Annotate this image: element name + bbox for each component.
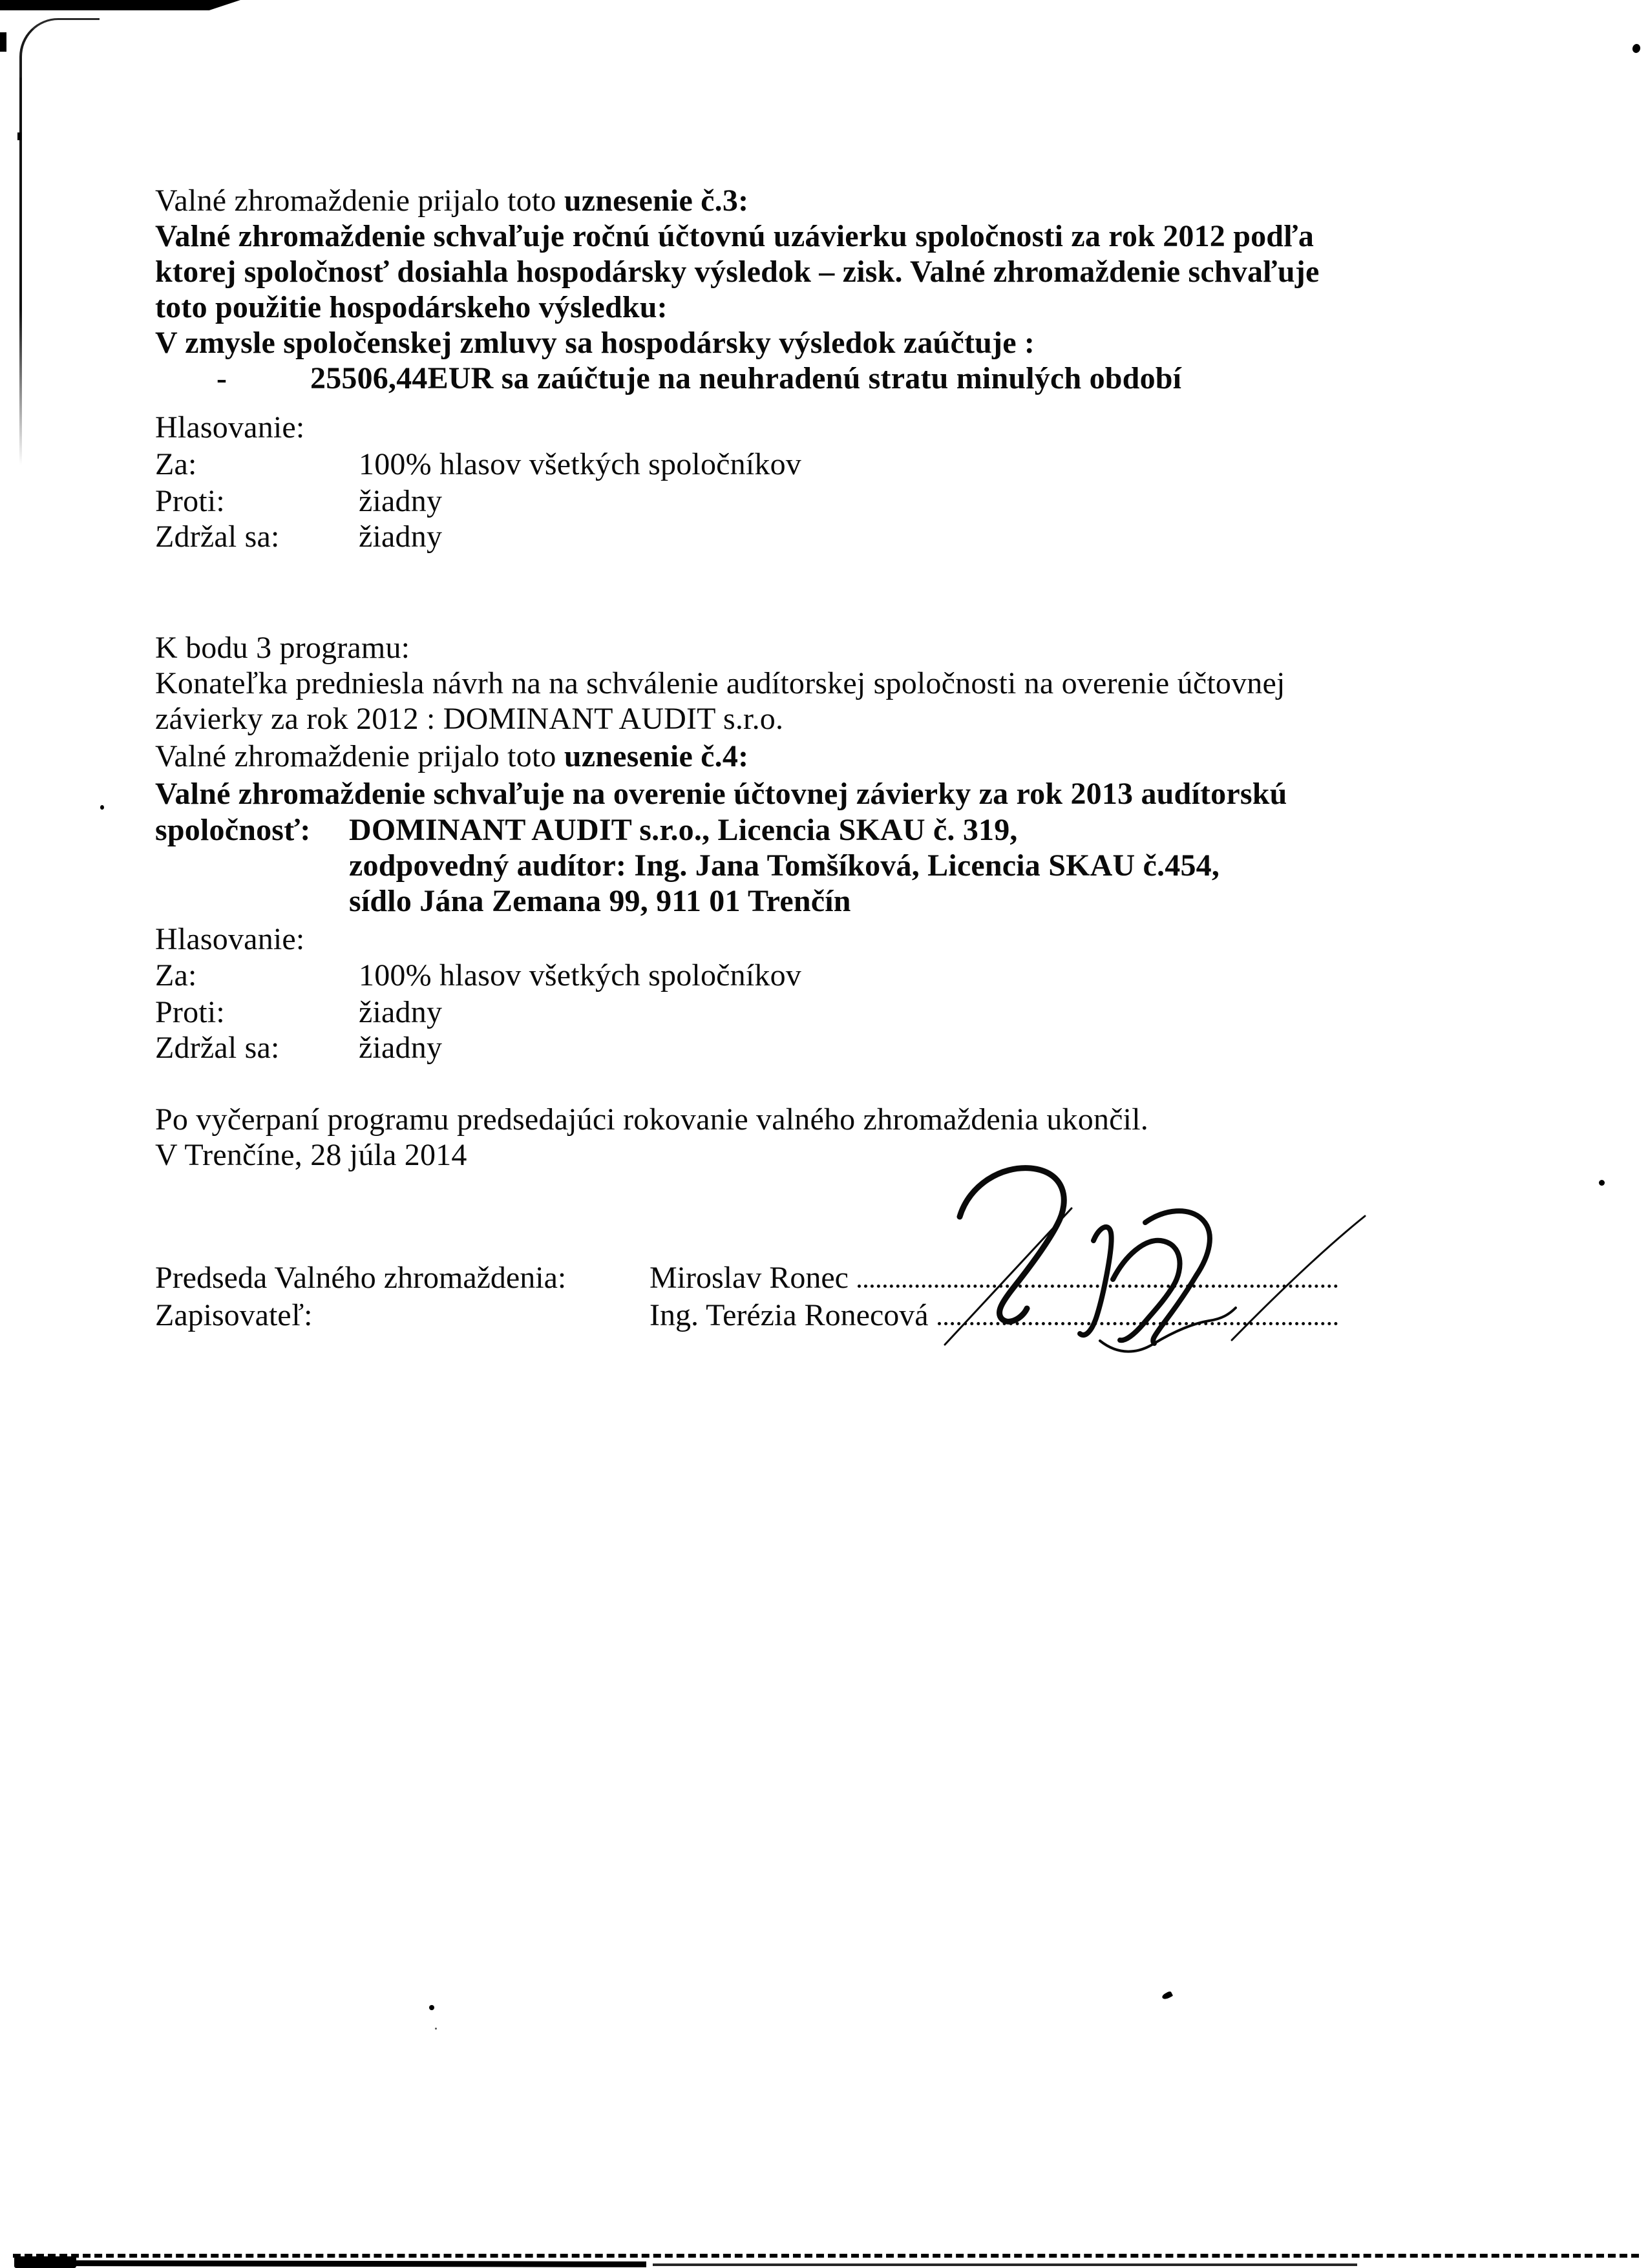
closing-date-line: V Trenčíne, 28 júla 2014 [155, 1138, 467, 1172]
resolution3-bullet-text: 25506,44EUR sa zaúčtuje na neuhradenú stratu minulých období [310, 361, 1182, 395]
resolution3-intro-text: Valné zhromaždenie prijalo toto [155, 184, 564, 218]
ink-speck [1161, 1991, 1173, 2000]
voting-row [155, 483, 442, 519]
resolution4-auditor-line: zodpovedný audítor: Ing. Jana Tomšíková, Licencia SKAU č.454, [349, 848, 1220, 883]
resolution4-number: uznesenie č.4: [564, 739, 749, 773]
voting-label: Proti: [155, 484, 225, 518]
bullet-dash: - [217, 361, 227, 395]
voting-row [155, 1030, 442, 1066]
voting-label: Za: [155, 447, 197, 481]
agenda3-heading: K bodu 3 programu: [155, 631, 410, 665]
resolution4-company-value: DOMINANT AUDIT s.r.o., Licencia SKAU č. 319, [349, 813, 1018, 847]
scan-artifact-left-tick [17, 132, 21, 140]
signature-name: Ing. Terézia Ronecová [650, 1298, 929, 1332]
resolution4-intro-line [155, 739, 748, 774]
resolution3-body-line: toto použitie hospodárskeho výsledku: [155, 290, 668, 324]
resolution3-number: uznesenie č.3: [564, 184, 749, 218]
voting-row [155, 446, 801, 482]
voting-label: Za: [155, 958, 197, 992]
ink-speck [1599, 1180, 1605, 1186]
voting-row [155, 958, 801, 993]
agenda3-text-line: závierky za rok 2012 : DOMINANT AUDIT s.r.o. [155, 702, 784, 736]
resolution3-bullet-line [155, 361, 1181, 396]
voting-label: Zdržal sa: [155, 520, 280, 554]
ink-speck [429, 2005, 434, 2010]
resolution4-address-line: sídlo Jána Zemana 99, 911 01 Trenčín [349, 884, 851, 918]
closing-line: Po vyčerpaní programu predsedajúci rokovanie valného zhromaždenia ukončil. [155, 1102, 1148, 1137]
scan-artifact-bottom-streak [653, 2263, 1357, 2266]
resolution3-body-line: Valné zhromaždenie schvaľuje ročnú účtovnú uzávierku spoločnosti za rok 2012 podľa [155, 219, 1315, 253]
voting-label: Proti: [155, 995, 225, 1029]
handwritten-signature-scribble [905, 1149, 1377, 1362]
voting-title: Hlasovanie: [155, 922, 305, 956]
voting-value: žiadny [359, 1031, 443, 1065]
voting-value: 100% hlasov všetkých spoločníkov [359, 447, 801, 481]
voting-value: 100% hlasov všetkých spoločníkov [359, 958, 801, 992]
ink-speck [435, 2028, 437, 2030]
resolution3-intro-line [155, 183, 748, 218]
ink-speck [100, 805, 104, 810]
signature-role: Predseda Valného zhromaždenia: [155, 1261, 567, 1295]
voting-row [155, 994, 442, 1030]
agenda3-text-line: Konateľka predniesla návrh na na schválenie audítorskej spoločnosti na overenie účtovnej [155, 666, 1285, 700]
voting-value: žiadny [359, 520, 443, 554]
voting-value: žiadny [359, 484, 443, 518]
ink-speck [1631, 43, 1641, 54]
voting-label: Zdržal sa: [155, 1031, 280, 1065]
scan-artifact-top-band [0, 0, 240, 10]
resolution4-body-line: Valné zhromaždenie schvaľuje na overenie účtovnej závierky za rok 2013 audítorskú [155, 777, 1287, 811]
resolution4-company-label: spoločnosť: [155, 813, 311, 847]
scan-artifact-left-tick [0, 32, 6, 52]
signature-name: Miroslav Ronec [650, 1261, 849, 1295]
resolution3-body-line: ktorej spoločnosť dosiahla hospodársky výsledok – zisk. Valné zhromaždenie schvaľuje [155, 255, 1320, 289]
resolution3-clause-line: V zmysle spoločenskej zmluvy sa hospodársky výsledok zaúčtuje : [155, 326, 1035, 360]
scan-artifact-bottom-blob [14, 2256, 76, 2268]
scan-artifact-bottom-streak [74, 2260, 646, 2267]
scan-artifact-bottom-dashed-line [13, 2254, 1639, 2258]
voting-title: Hlasovanie: [155, 410, 305, 445]
resolution4-company-line [155, 812, 1018, 848]
resolution4-intro-text: Valné zhromaždenie prijalo toto [155, 739, 564, 773]
signature-role: Zapisovateľ: [155, 1298, 313, 1332]
voting-value: žiadny [359, 995, 443, 1029]
scan-artifact-page-corner [19, 18, 100, 98]
voting-row [155, 519, 442, 554]
